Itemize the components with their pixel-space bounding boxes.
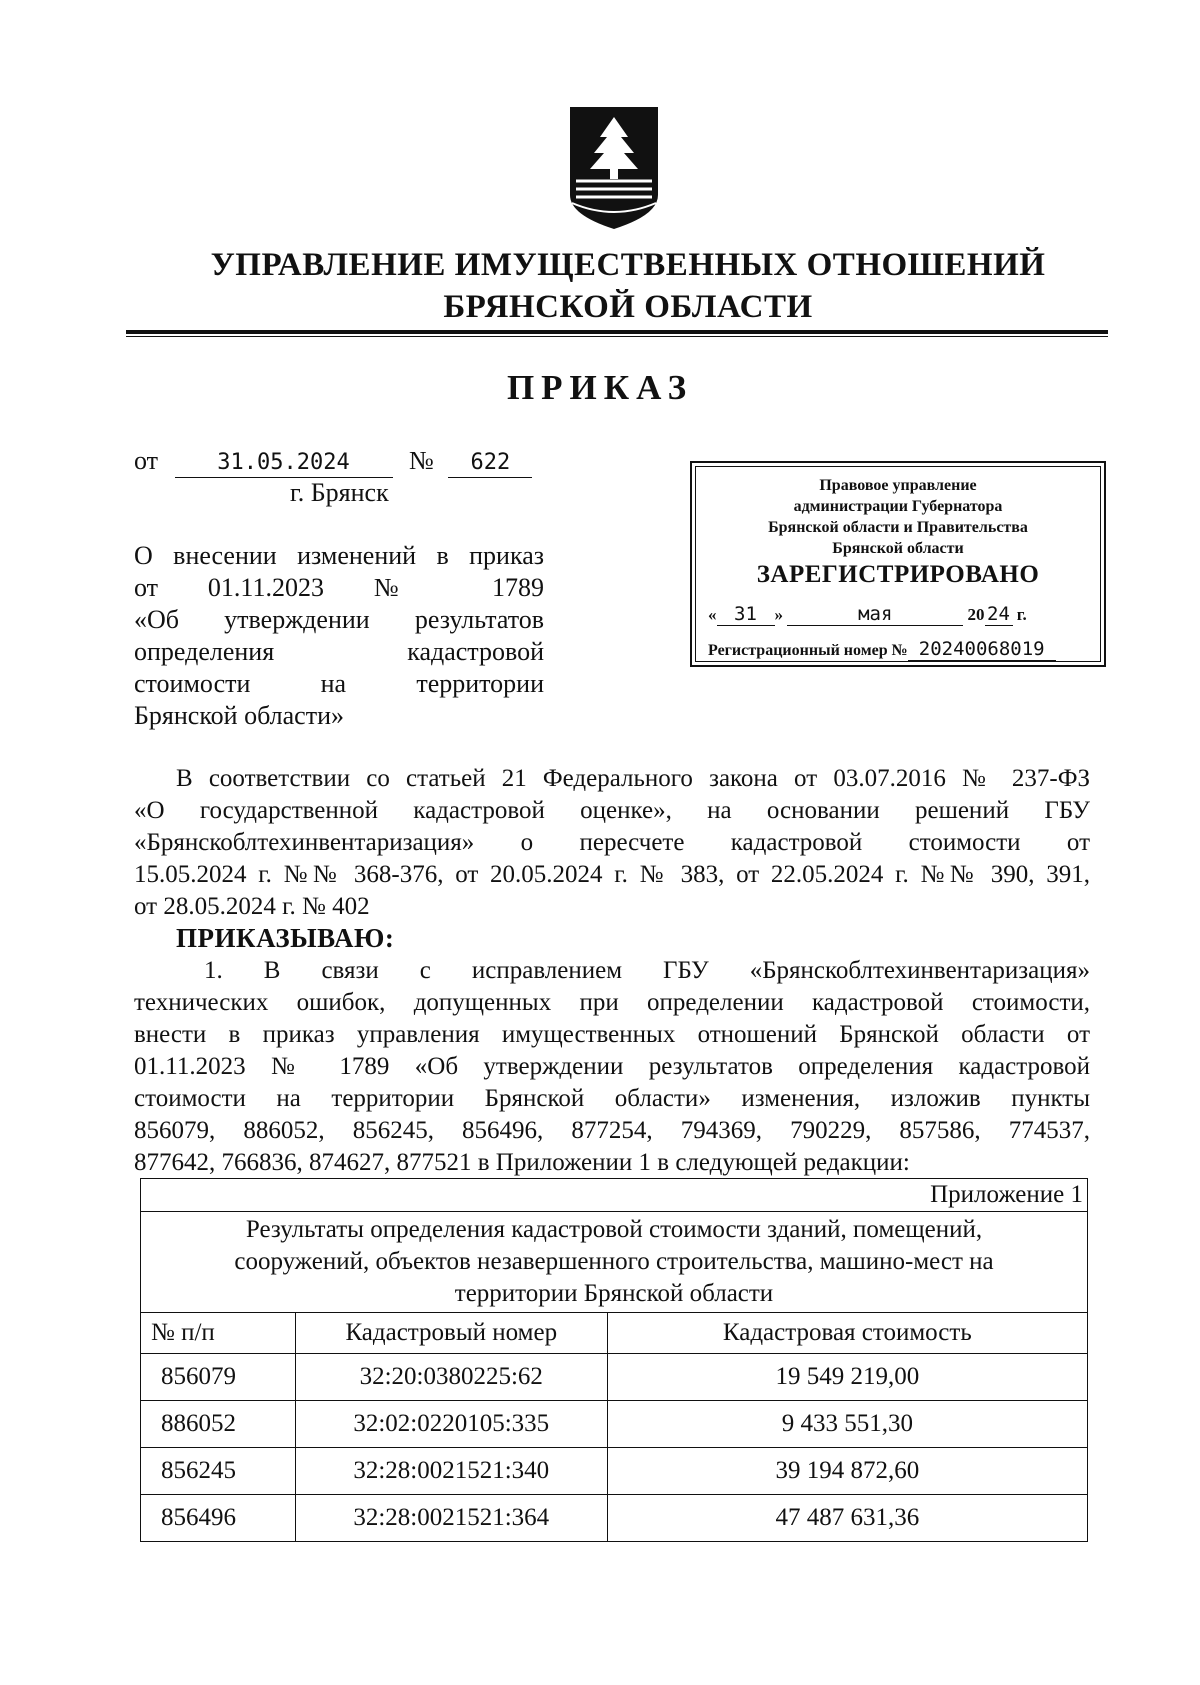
column-header-cadastral-number: Кадастровый номер — [295, 1313, 607, 1354]
row-cadastral-value: 9 433 551,30 — [607, 1401, 1087, 1448]
row-number: 856079 — [141, 1354, 296, 1401]
organization-name-line-2: БРЯНСКОЙ ОБЛАСТИ — [443, 289, 813, 325]
row-cadastral-number: 32:02:0220105:335 — [295, 1401, 607, 1448]
stamp-registered: ЗАРЕГИСТРИРОВАНО — [756, 561, 1040, 588]
item1-line: 1. В связи с исправлением ГБУ «Брянскоблтехинвентаризация» — [204, 957, 1090, 984]
stamp-year-unit: г. — [1016, 605, 1027, 624]
order-subject — [134, 540, 544, 732]
subject-line: определения кадастровой — [134, 637, 544, 666]
row-cadastral-value: 19 549 219,00 — [607, 1354, 1087, 1401]
stamp-month: мая — [787, 603, 963, 626]
caption-line: сооружений, объектов незавершенного строительства, машино-мест на — [234, 1248, 994, 1275]
stamp-reg-number: 20240068019 — [908, 638, 1056, 661]
stamp-line: Брянской области — [832, 540, 964, 557]
stamp-date-line: « 31 » мая 20 24 г. — [708, 603, 1027, 625]
item1-line: внести в приказ управления имущественных отношений Брянской области от — [134, 1021, 1090, 1048]
subject-line: «Об утверждении результатов — [134, 605, 544, 634]
stamp-reg-label: Регистрационный номер № — [708, 642, 908, 659]
column-header-cadastral-value: Кадастровая стоимость — [607, 1313, 1087, 1354]
order-number: 622 — [448, 449, 532, 478]
intro-paragraph — [134, 763, 1090, 923]
row-cadastral-value: 39 194 872,60 — [607, 1448, 1087, 1495]
row-cadastral-number: 32:28:0021521:340 — [295, 1448, 607, 1495]
stamp-line: Брянской области и Правительства — [768, 519, 1028, 536]
row-cadastral-number: 32:28:0021521:364 — [295, 1495, 607, 1542]
table-row — [141, 1401, 1088, 1448]
header-rule — [126, 330, 1108, 334]
item1-line: 856079, 886052, 856245, 856496, 877254, 794369, 790229, 857586, 774537, — [134, 1117, 1090, 1144]
table-row — [141, 1448, 1088, 1495]
intro-line: 15.05.2024 г. №№ 368-376, от 20.05.2024 г. № 383, от 22.05.2024 г. №№ 390, 391, — [134, 861, 1090, 888]
subject-line: от 01.11.2023 № 1789 — [134, 573, 544, 602]
stamp-day: 31 — [717, 603, 775, 626]
registration-stamp — [690, 461, 1106, 667]
order-word: ПРИКАЗЫВАЮ: — [176, 923, 395, 953]
subject-line: Брянской области» — [134, 701, 344, 730]
subject-line: стоимости на территории — [134, 669, 544, 698]
stamp-line: Правовое управление — [819, 477, 977, 494]
intro-line: «О государственной кадастровой оценке», на основании решений ГБУ — [134, 797, 1090, 824]
caption-line: территории Брянской области — [454, 1280, 774, 1307]
intro-line: «Брянскоблтехинвентаризация» о пересчете кадастровой стоимости от — [134, 829, 1090, 856]
intro-line: от 28.05.2024 г. № 402 — [134, 893, 370, 920]
table-caption — [141, 1212, 1088, 1313]
row-number: 856496 — [141, 1495, 296, 1542]
item1-line: стоимости на территории Брянской области» изменения, изложив пункты — [134, 1085, 1090, 1112]
stamp-line: администрации Губернатора — [793, 498, 1003, 515]
row-number: 886052 — [141, 1401, 296, 1448]
table-row — [141, 1354, 1088, 1401]
row-number: 856245 — [141, 1448, 296, 1495]
table-row — [141, 1495, 1088, 1542]
stamp-year-suffix: 24 — [985, 603, 1013, 626]
item1-paragraph — [134, 955, 1090, 1179]
subject-line: О внесении изменений в приказ — [134, 541, 544, 570]
intro-line: В соответствии со статьей 21 Федерального закона от 03.07.2016 № 237-ФЗ — [176, 765, 1090, 792]
organization-name-line-1: УПРАВЛЕНИЕ ИМУЩЕСТВЕННЫХ ОТНОШЕНИЙ — [210, 247, 1046, 283]
item1-line: технических ошибок, допущенных при определении кадастровой стоимости, — [134, 989, 1090, 1016]
appendix-label: Приложение 1 — [141, 1179, 1088, 1212]
item1-line: 877642, 766836, 874627, 877521 в Приложении 1 в следующей редакции: — [134, 1149, 910, 1176]
city: г. Брянск — [290, 478, 389, 507]
column-header-number: № п/п — [141, 1313, 296, 1354]
stamp-year-prefix: 20 — [967, 605, 985, 624]
header-rule-thin — [126, 336, 1108, 337]
row-cadastral-value: 47 487 631,36 — [607, 1495, 1087, 1542]
order-date: 31.05.2024 — [175, 449, 393, 478]
item1-line: 01.11.2023 № 1789 «Об утверждении результатов определения кадастровой — [134, 1053, 1090, 1080]
row-cadastral-number: 32:20:0380225:62 — [295, 1354, 607, 1401]
cadastral-table — [140, 1178, 1088, 1542]
from-label: от — [134, 446, 159, 475]
order-date-row — [134, 446, 532, 478]
number-label: № — [409, 446, 434, 475]
document-title: ПРИКАЗ — [506, 368, 694, 407]
stamp-reg-line — [708, 638, 1056, 661]
caption-line: Результаты определения кадастровой стоимости зданий, помещений, — [245, 1216, 983, 1243]
coat-of-arms-emblem — [566, 103, 662, 233]
